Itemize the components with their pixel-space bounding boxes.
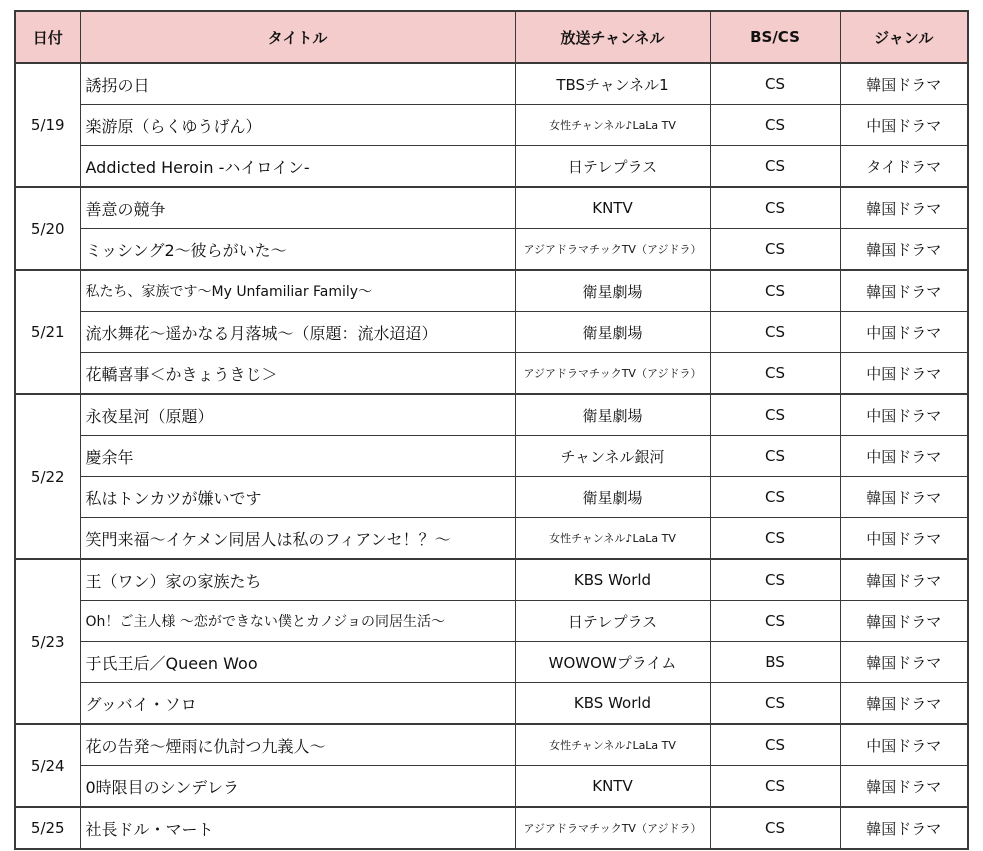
date-cell: 5/24 [15,724,80,807]
channel-cell: KBS World [515,559,710,601]
bscs-cell: CS [710,312,840,353]
genre-cell: 韓国ドラマ [840,559,968,601]
channel-cell: WOWOWプライム [515,642,710,683]
bscs-cell: CS [710,518,840,560]
channel-cell: アジアドラマチックTV（アジドラ） [515,353,710,395]
channel-cell: 衛星劇場 [515,270,710,312]
title-cell: 花の告発～煙雨に仇討つ九義人～ [80,724,515,766]
channel-cell: 衛星劇場 [515,477,710,518]
table-row [15,766,968,808]
genre-cell: 中国ドラマ [840,724,968,766]
table-row [15,724,968,766]
table-row [15,683,968,725]
table-row [15,312,968,353]
genre-cell: 韓国ドラマ [840,229,968,271]
header-channel: 放送チャンネル [515,11,710,63]
genre-cell: 中国ドラマ [840,312,968,353]
channel-cell: チャンネル銀河 [515,436,710,477]
bscs-cell: CS [710,683,840,725]
table-row [15,229,968,271]
date-cell: 5/21 [15,270,80,394]
channel-cell: 女性チャンネル♪LaLa TV [515,105,710,146]
genre-cell: 中国ドラマ [840,105,968,146]
title-cell: グッバイ・ソロ [80,683,515,725]
table-row [15,146,968,188]
bscs-cell: CS [710,394,840,436]
bscs-cell: CS [710,477,840,518]
header-date: 日付 [15,11,80,63]
genre-cell: 中国ドラマ [840,436,968,477]
title-cell: 私はトンカツが嫌いです [80,477,515,518]
schedule-table-wrapper [14,10,969,850]
title-cell: 于氏王后／Queen Woo [80,642,515,683]
table-row [15,63,968,105]
title-cell: 花轎喜事＜かきょうきじ＞ [80,353,515,395]
bscs-cell: CS [710,766,840,808]
title-cell: 王（ワン）家の家族たち [80,559,515,601]
channel-cell: 女性チャンネル♪LaLa TV [515,518,710,560]
header-bscs: BS/CS [710,11,840,63]
genre-cell: 韓国ドラマ [840,683,968,725]
genre-cell: 韓国ドラマ [840,63,968,105]
title-cell: 永夜星河（原題） [80,394,515,436]
title-cell: 流水舞花～遥かなる月落城～（原題：流水迢迢） [80,312,515,353]
table-header-row [15,11,968,63]
bscs-cell: CS [710,353,840,395]
table-row [15,187,968,229]
bscs-cell: CS [710,436,840,477]
channel-cell: 日テレプラス [515,146,710,188]
channel-cell: アジアドラマチックTV（アジドラ） [515,807,710,849]
genre-cell: 韓国ドラマ [840,187,968,229]
genre-cell: 韓国ドラマ [840,642,968,683]
genre-cell: 韓国ドラマ [840,477,968,518]
title-cell: 私たち、家族です～My Unfamiliar Family～ [80,270,515,312]
header-title: タイトル [80,11,515,63]
bscs-cell: CS [710,146,840,188]
table-row [15,477,968,518]
genre-cell: 韓国ドラマ [840,766,968,808]
table-row [15,394,968,436]
bscs-cell: CS [710,229,840,271]
date-cell: 5/19 [15,63,80,187]
genre-cell: 韓国ドラマ [840,270,968,312]
genre-cell: 中国ドラマ [840,518,968,560]
date-cell: 5/22 [15,394,80,559]
bscs-cell: BS [710,642,840,683]
table-row [15,270,968,312]
channel-cell: 衛星劇場 [515,394,710,436]
bscs-cell: CS [710,187,840,229]
channel-cell: 女性チャンネル♪LaLa TV [515,724,710,766]
channel-cell: 衛星劇場 [515,312,710,353]
bscs-cell: CS [710,270,840,312]
table-body [15,63,968,849]
schedule-table [14,10,969,850]
title-cell: 慶余年 [80,436,515,477]
table-row [15,807,968,849]
bscs-cell: CS [710,63,840,105]
title-cell: 誘拐の日 [80,63,515,105]
title-cell: 笑門来福～イケメン同居人は私のフィアンセ！？～ [80,518,515,560]
bscs-cell: CS [710,807,840,849]
title-cell: 0時限目のシンデレラ [80,766,515,808]
table-row [15,105,968,146]
genre-cell: タイドラマ [840,146,968,188]
channel-cell: KNTV [515,766,710,808]
channel-cell: KNTV [515,187,710,229]
bscs-cell: CS [710,724,840,766]
genre-cell: 韓国ドラマ [840,601,968,642]
genre-cell: 中国ドラマ [840,394,968,436]
header-genre: ジャンル [840,11,968,63]
table-row [15,559,968,601]
title-cell: 楽游原（らくゆうげん） [80,105,515,146]
bscs-cell: CS [710,105,840,146]
genre-cell: 中国ドラマ [840,353,968,395]
table-row [15,642,968,683]
table-row [15,436,968,477]
date-cell: 5/25 [15,807,80,849]
genre-cell: 韓国ドラマ [840,807,968,849]
channel-cell: アジアドラマチックTV（アジドラ） [515,229,710,271]
bscs-cell: CS [710,559,840,601]
date-cell: 5/23 [15,559,80,724]
title-cell: 社長ドル・マート [80,807,515,849]
channel-cell: KBS World [515,683,710,725]
channel-cell: 日テレプラス [515,601,710,642]
title-cell: Oh！ご主人様 ～恋ができない僕とカノジョの同居生活～ [80,601,515,642]
title-cell: 善意の競争 [80,187,515,229]
title-cell: ミッシング2～彼らがいた～ [80,229,515,271]
table-row [15,601,968,642]
table-row [15,353,968,395]
channel-cell: TBSチャンネル1 [515,63,710,105]
table-row [15,518,968,560]
title-cell: Addicted Heroin -ハイロイン- [80,146,515,188]
date-cell: 5/20 [15,187,80,270]
bscs-cell: CS [710,601,840,642]
